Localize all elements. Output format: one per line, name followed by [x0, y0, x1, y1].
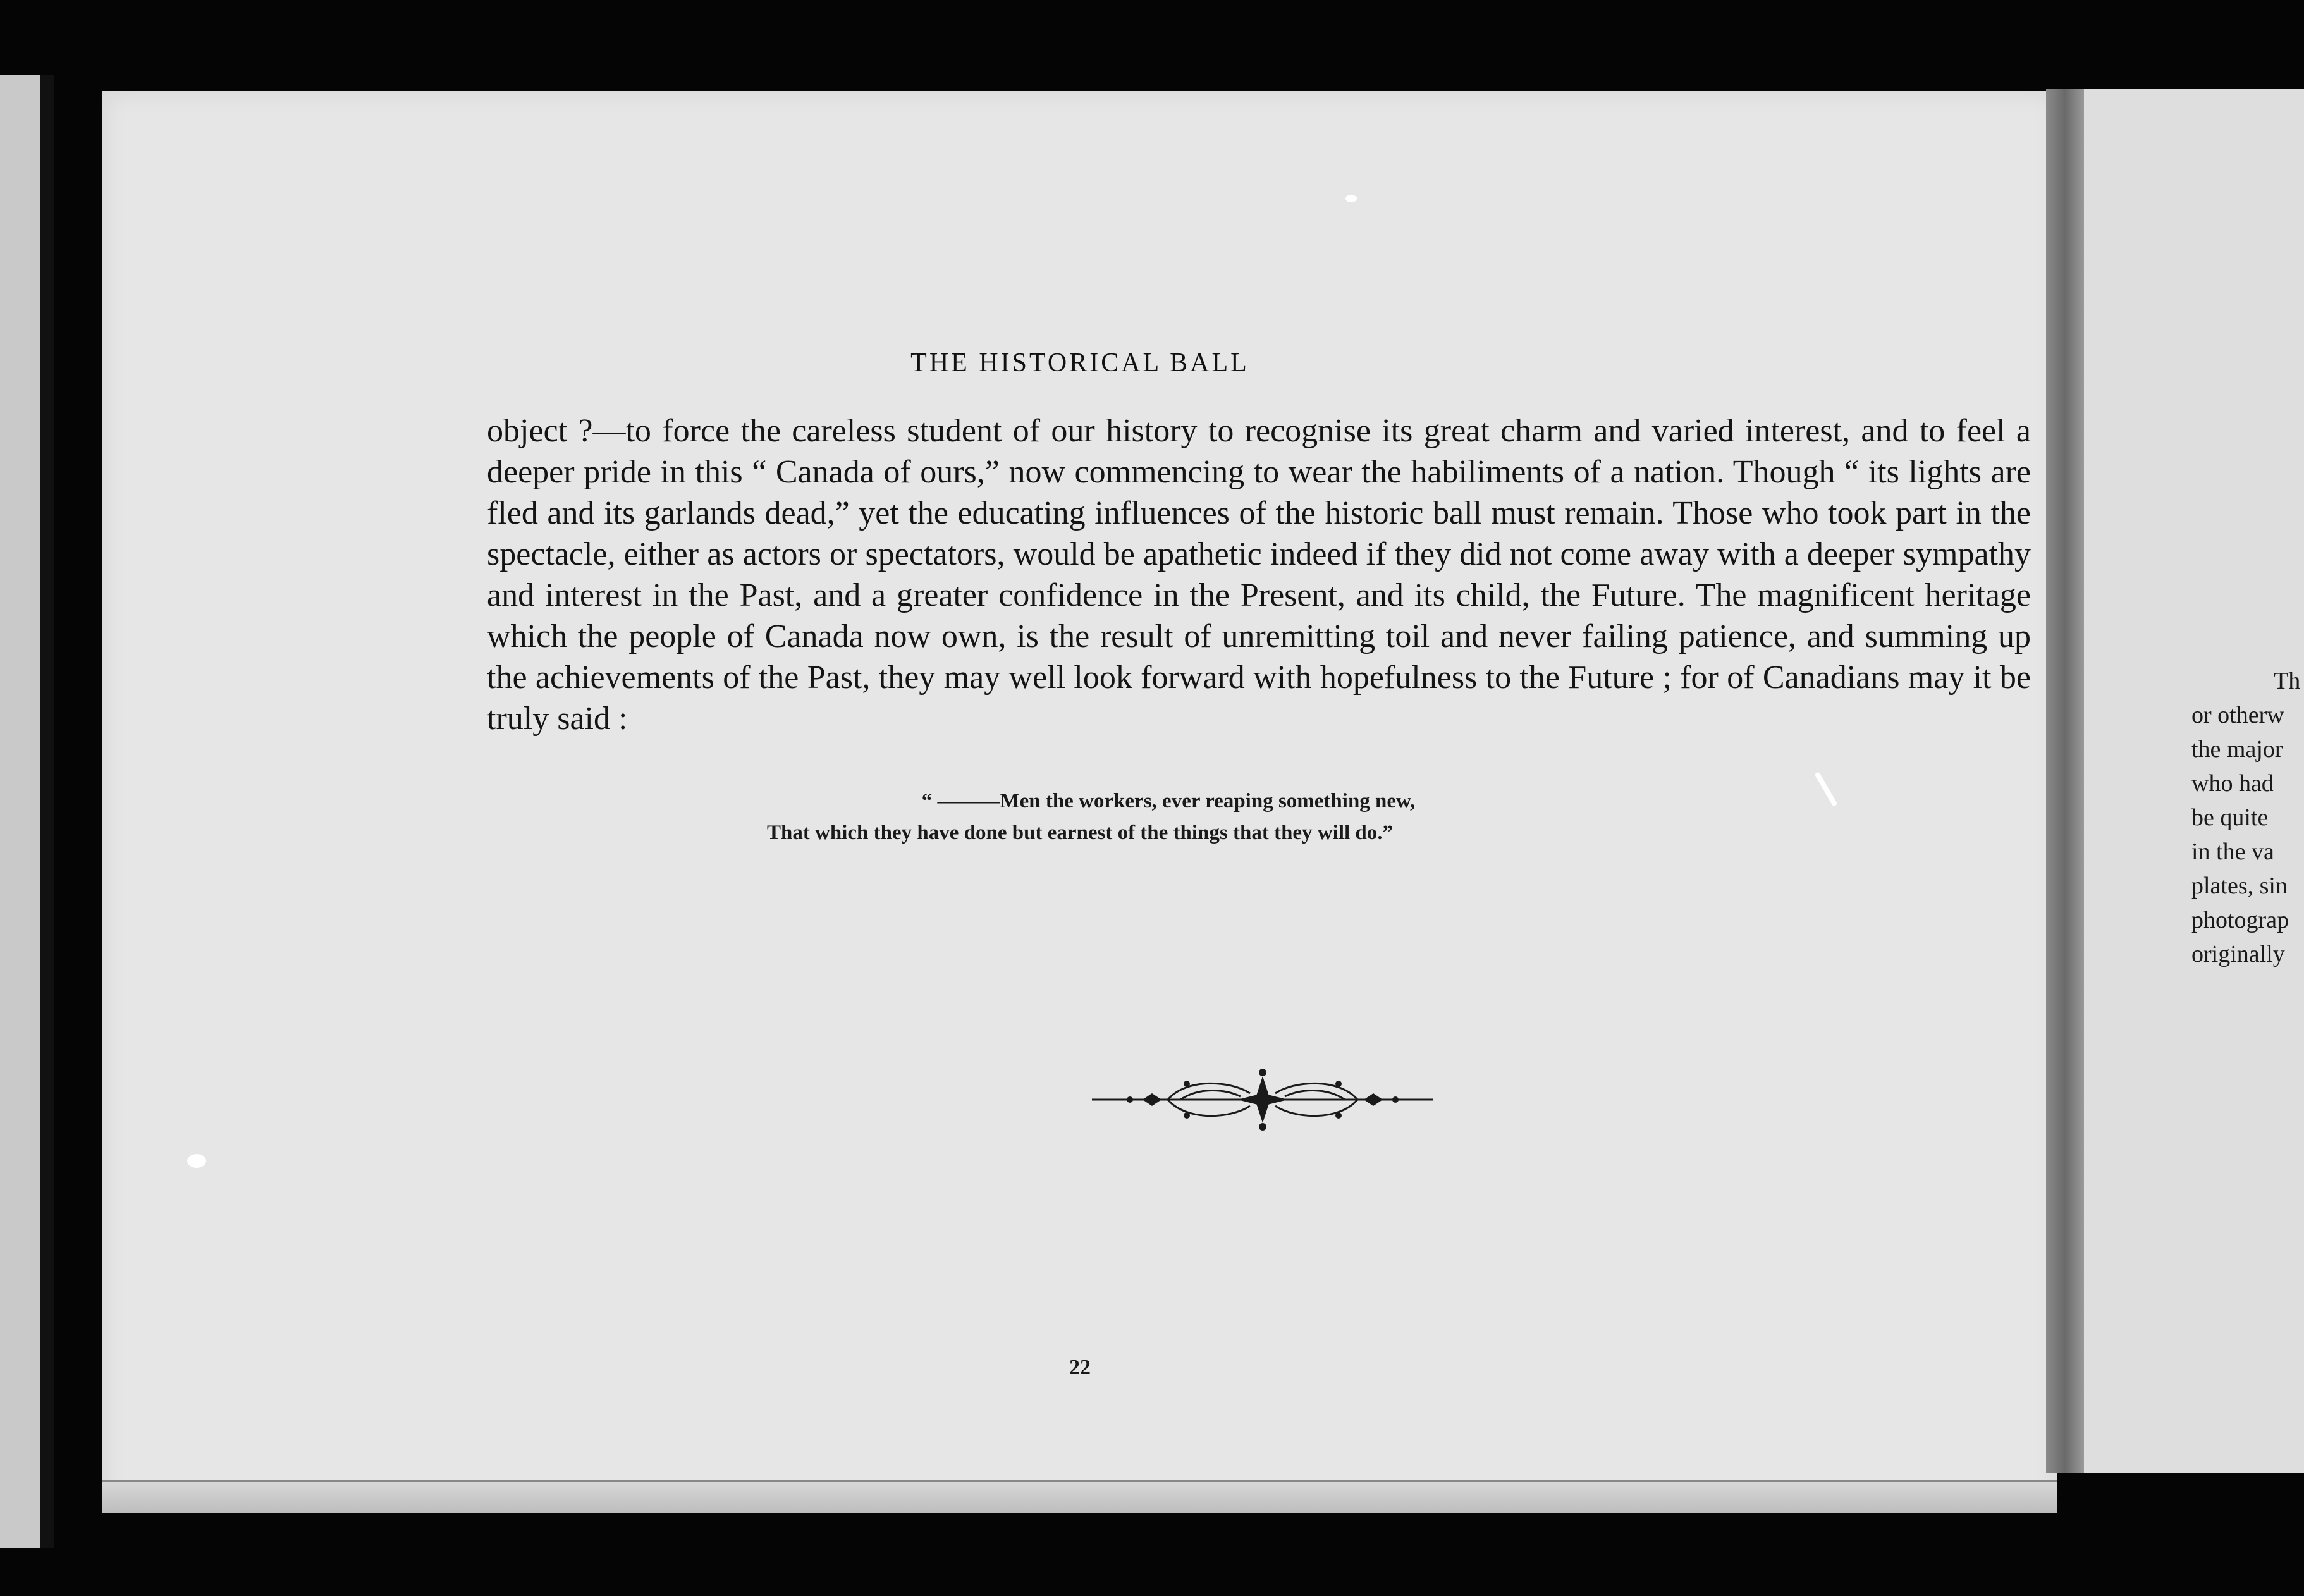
book-gutter [2046, 89, 2084, 1473]
facing-line: Th [2274, 668, 2301, 694]
facing-line: the major [2191, 736, 2283, 763]
verse-line-1: “ ———Men the workers, ever reaping something new, [921, 790, 1416, 813]
facing-line: plates, sin [2191, 873, 2288, 899]
facing-line: be quite [2191, 804, 2269, 831]
scan-speck [1345, 195, 1357, 202]
facing-line: who had [2191, 770, 2274, 797]
verse-line-2: That which they have done but earnest of the things that they will do.” [766, 821, 1394, 844]
page-number: 22 [1069, 1356, 1091, 1379]
scan-speck [187, 1154, 206, 1168]
decorative-ornament [1092, 1065, 1433, 1134]
page-bottom-edge [102, 1480, 2057, 1513]
facing-line: photograp [2191, 907, 2289, 933]
running-head: THE HISTORICAL BALL [910, 348, 1249, 378]
book-page [102, 91, 2057, 1507]
facing-line: in the va [2191, 838, 2274, 865]
facing-line: or otherw [2191, 702, 2284, 728]
facing-line: originally [2191, 941, 2285, 967]
verse-quotation [102, 785, 2057, 849]
body-paragraph: object ?—to force the careless student of our history to recognise its great charm and varied interest, and to feel a deeper pride in this “ Canada of ours,” now commencing to wear the habiliments of a nation. Though “ its lights are fled and its garlands dead,” yet the educating influences of the historic ball must remain. Those who took part in the spectacle, either as actors or spectators, would be apathetic indeed if they did not come away with a deeper sympathy and interest in the Past, and a greater confidence in the Present, and its child, the Future. The magnificent heritage which the people of Canada now own, is the result of unremitting toil and never failing patience, and summing up the achievements of the Past, they may well look forward with hopefulness to the Future ; for of Canadians may it be truly said : [487, 413, 2031, 737]
facing-page-text [2191, 664, 2304, 971]
facing-page [2084, 89, 2304, 1473]
previous-page-edge [0, 75, 54, 1548]
